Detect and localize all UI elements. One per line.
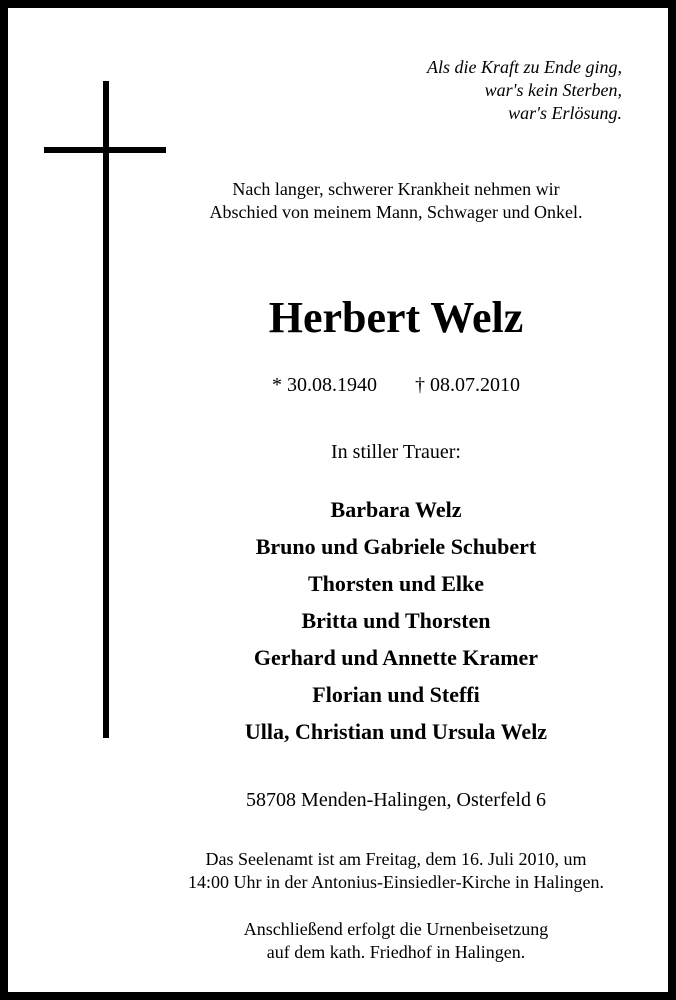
intro-text — [108, 178, 676, 224]
motto-line: war's kein Sterben, — [484, 80, 622, 100]
service-line: 14:00 Uhr in der Antonius-Einsiedler-Kirche in Halingen. — [187, 872, 605, 892]
death-date: † 08.07.2010 — [415, 374, 520, 396]
burial-line: Anschließend erfolgt die Urnenbeisetzung — [243, 919, 549, 939]
service-info — [108, 848, 676, 894]
family-member: Florian und Steffi — [312, 682, 480, 707]
burial-line: auf dem kath. Friedhof in Halingen. — [266, 942, 526, 962]
family-member: Thorsten und Elke — [307, 571, 485, 596]
family-member: Britta und Thorsten — [301, 608, 491, 633]
cross-horizontal-bar — [44, 147, 166, 153]
family-member: Bruno und Gabriele Schubert — [255, 534, 537, 559]
address: 58708 Menden-Halingen, Osterfeld 6 — [246, 789, 546, 811]
mourning-heading: In stiller Trauer: — [331, 441, 461, 463]
intro-line: Nach langer, schwerer Krankheit nehmen wir — [232, 179, 560, 199]
family-list — [108, 491, 676, 750]
motto-line: Als die Kraft zu Ende ging, — [427, 57, 622, 77]
deceased-name: Herbert Welz — [268, 293, 524, 342]
family-member: Ulla, Christian und Ursula Welz — [244, 719, 548, 744]
burial-info — [108, 918, 676, 964]
life-dates — [108, 372, 676, 398]
family-member: Barbara Welz — [330, 497, 462, 522]
motto-verse — [427, 56, 622, 125]
family-member: Gerhard und Annette Kramer — [253, 645, 539, 670]
service-line: Das Seelenamt ist am Freitag, dem 16. Juli 2010, um — [205, 849, 587, 869]
birth-date: * 30.08.1940 — [272, 374, 377, 396]
intro-line: Abschied von meinem Mann, Schwager und Onkel. — [209, 202, 583, 222]
motto-line: war's Erlösung. — [508, 103, 622, 123]
